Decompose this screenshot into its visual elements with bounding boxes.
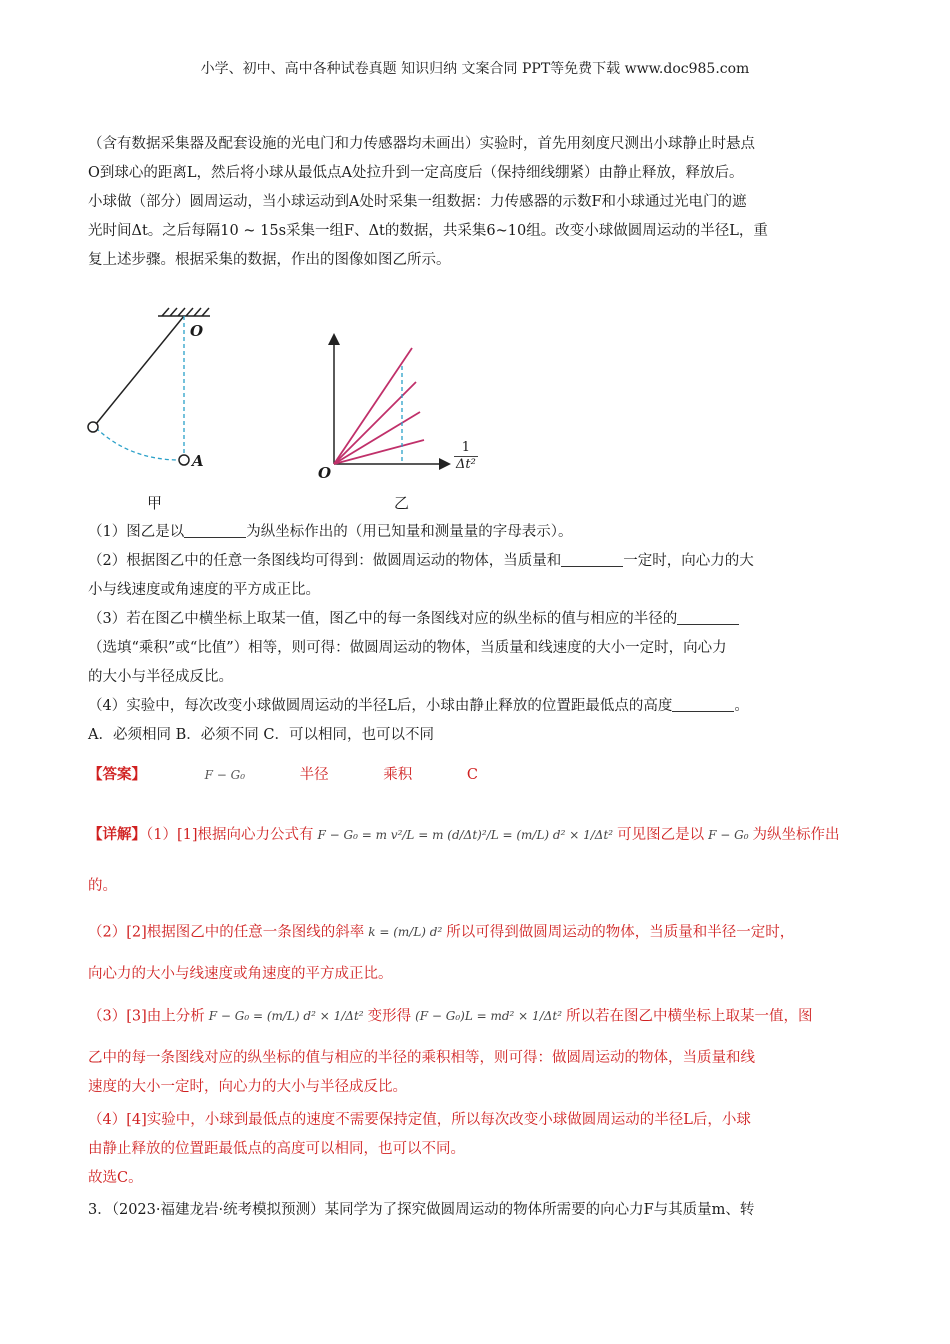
ceiling-hatch [158, 308, 210, 316]
figure-yi-label: 乙 [394, 494, 410, 512]
detail-line-3 [88, 918, 864, 948]
formula-3b: (F − G₀)L = md² × 1/Δt² [415, 1009, 563, 1023]
q1-text-a: （1）图乙是以 [88, 524, 185, 540]
answer-3: 乘积 [383, 767, 413, 783]
q1-blank [184, 523, 246, 538]
q4-blank [672, 697, 734, 712]
question-1 [88, 518, 864, 547]
q3-text-a: （3）若在图乙中横坐标上取某一值，图乙中的每一条图线对应的纵坐标的值与相应的半径的 [88, 611, 678, 627]
x-axis-label-numerator: 1 [454, 440, 478, 457]
formula-2: k = (m/L) d² [368, 925, 443, 939]
question-2-cont: 小与线速度或角速度的平方成正比。 [88, 582, 320, 598]
ball-raised [88, 422, 98, 432]
question-2 [88, 547, 864, 576]
detail-3b: 变形得 [367, 1008, 412, 1025]
q3-blank [677, 610, 739, 625]
ball-lowest [179, 455, 189, 465]
detail-line-4: 向心力的大小与线速度或角速度的平方成正比。 [88, 966, 393, 982]
answer-4: C [466, 767, 478, 783]
question-3-cont-2: 的大小与半径成反比。 [88, 669, 233, 685]
arc-dashed-path [96, 428, 180, 460]
formula-1b: F − G₀ [708, 827, 749, 842]
answer-tag: 【答案】 [88, 766, 146, 783]
x-axis-label [454, 440, 478, 473]
detail-3a: （3）[3]由上分析 [88, 1008, 205, 1025]
intro-line-1: （含有数据采集器及配套设施的光电门和力传感器均未画出）实验时，首先用刻度尺测出小球静止时悬点 [88, 136, 755, 152]
detail-1a: （1）[1]根据向心力公式有 [146, 827, 314, 843]
detail-2b: 所以可得到做圆周运动的物体，当质量和半径一定时， [446, 924, 795, 941]
q2-text-b: 一定时，向心力的大 [623, 553, 754, 569]
formula-1: F − G₀ = m v²/L = m (d/Δt)²/L = (m/L) d² × 1/Δt² [317, 827, 614, 842]
detail-2a: （2）[2]根据图乙中的任意一条图线的斜率 [88, 924, 365, 941]
question-4 [88, 692, 864, 721]
intro-line-3: 小球做（部分）圆周运动，当小球运动到A处时采集一组数据：力传感器的示数F和小球通过光电门的遮 [88, 194, 747, 210]
intro-line-5: 复上述步骤。根据采集的数据，作出的图像如图乙所示。 [88, 252, 451, 268]
next-question: 3．（2023·福建龙岩·统考模拟预测）某同学为了探究做圆周运动的物体所需要的向心力F与其质量m、转 [88, 1202, 755, 1218]
detail-tag: 【详解】 [88, 826, 146, 843]
intro-line-4: 光时间Δt。之后每隔10 ~ 15s采集一组F、Δt的数据，共采集6~10组。改变小球做圆周运动的半径L，重 [88, 223, 768, 239]
answer-line [88, 760, 864, 790]
detail-line-1 [88, 820, 864, 850]
intro-line-2: O到球心的距离L，然后将小球从最低点A处拉升到一定高度后（保持细线绷紧）由静止释放，释放后。 [88, 165, 744, 181]
point-a-label: A [192, 452, 204, 470]
figure-jia-pendulum [80, 300, 240, 480]
q1-text-b: 为纵坐标作出的（用已知量和测量量的字母表示）。 [246, 524, 573, 540]
detail-line-10: 故选C。 [88, 1170, 143, 1186]
question-4-options: A．必须相同 B．必须不同 C．可以相同，也可以不同 [88, 727, 434, 743]
detail-1b: 可见图乙是以 [617, 827, 705, 843]
graph-line-2 [334, 382, 416, 464]
question-3 [88, 605, 864, 634]
detail-line-8: （4）[4]实验中，小球到最低点的速度不需要保持定值，所以每次改变小球做圆周运动的半径L后，小球 [88, 1112, 751, 1128]
detail-3c: 所以若在图乙中横坐标上取某一值，图 [566, 1008, 813, 1025]
detail-1c: 为纵坐标作出 [752, 827, 840, 843]
origin-label: O [318, 464, 332, 482]
question-3-cont: （选填“乘积”或“比值”）相等，则可得：做圆周运动的物体，当质量和线速度的大小一定时，向心力 [88, 640, 727, 656]
q2-blank [561, 552, 623, 567]
page-header: 小学、初中、高中各种试卷真题 知识归纳 文案合同 PPT等免费下载 www.doc985.com [200, 61, 750, 77]
figure-jia-label: 甲 [147, 494, 163, 512]
answer-2: 半径 [299, 767, 329, 783]
detail-line-7: 速度的大小一定时，向心力的大小与半径成反比。 [88, 1079, 407, 1095]
detail-line-6: 乙中的每一条图线对应的纵坐标的值与相应的半径的乘积相等，则可得：做圆周运动的物体，当质量和线 [88, 1050, 755, 1066]
q4-text-a: （4）实验中，每次改变小球做圆周运动的半径L后，小球由静止释放的位置距最低点的高度 [88, 698, 673, 714]
answer-1: F − G₀ [204, 767, 246, 782]
x-axis-label-denominator: Δt² [456, 457, 476, 472]
detail-line-2: 的。 [88, 878, 117, 894]
q4-text-b: 。 [734, 698, 749, 714]
pendulum-string [96, 316, 184, 424]
detail-line-9: 由静止释放的位置距最低点的高度可以相同，也可以不同。 [88, 1141, 465, 1157]
detail-line-5 [88, 1002, 864, 1032]
figure-yi-graph [320, 330, 460, 475]
point-o-label: O [190, 322, 204, 340]
formula-3: F − G₀ = (m/L) d² × 1/Δt² [208, 1009, 364, 1023]
q2-text-a: （2）根据图乙中的任意一条图线均可得到：做圆周运动的物体，当质量和 [88, 553, 562, 569]
